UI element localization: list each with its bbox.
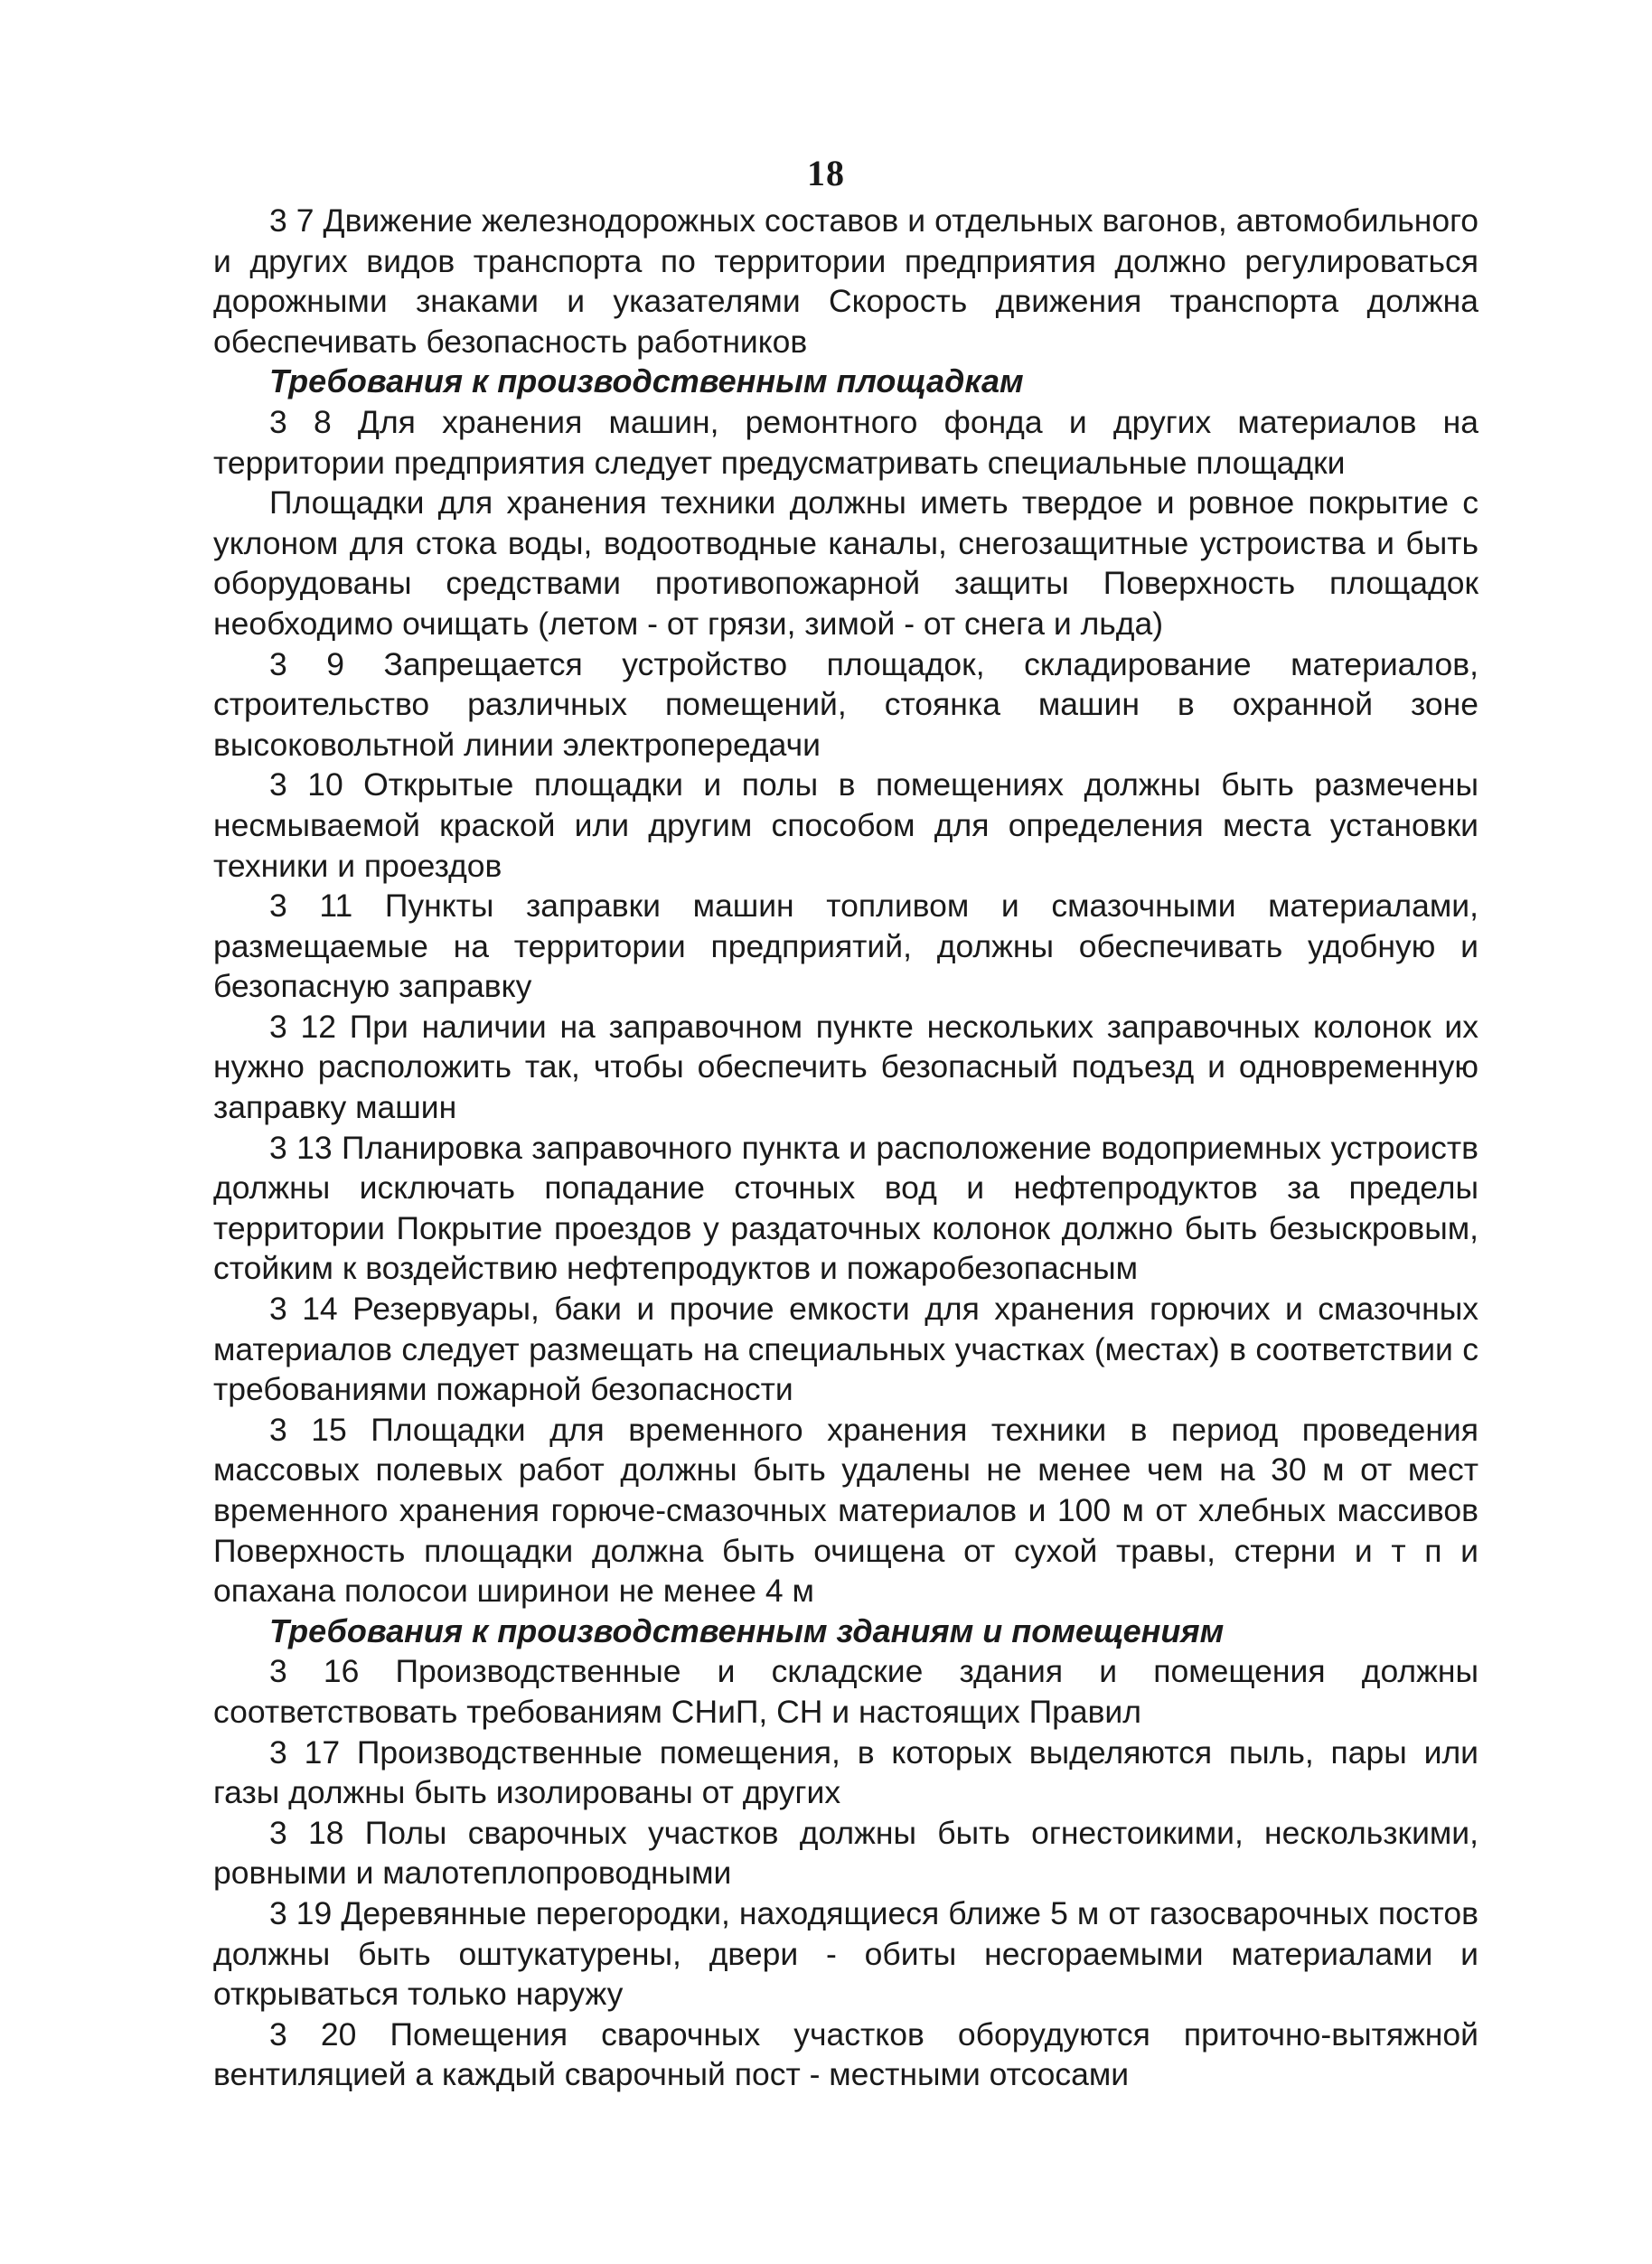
paragraph-3-8: 3 8 Для хранения машин, ремонтного фонда и других материалов на территории предприятия следует предусматривать специальные площадки [213, 403, 1478, 481]
section-heading-production-sites: Требования к производственным площадкам [269, 362, 1024, 400]
paragraph-3-16: 3 16 Производственные и складские здания и помещения должны соответствовать требованиям СНиП, СН и настоящих Правил [213, 1653, 1478, 1730]
paragraph-3-11: 3 11 Пункты заправки машин топливом и смазочными материалами, размещаемые на территории предприятий, должны обеспечивать удобную и безопасную заправку [213, 888, 1478, 1005]
page-number: 18 [807, 153, 845, 193]
paragraph-3-20: 3 20 Помещения сварочных участков оборудуются приточно-вытяжной вентиляцией а каждый сварочный пост - местными отсосами [213, 2015, 1478, 2093]
paragraph-3-13: 3 13 Планировка заправочного пункта и расположение водоприемных устроиств должны исключать попадание сточных вод и нефтепродуктов за пределы территории Покрытие проездов у раздаточных колонок должно быть безыскровым, стойким к воздействию нефтепродуктов и пожаробезопасным [213, 1129, 1478, 1287]
paragraph-storage-sites: Площадки для хранения техники должны иметь твердое и ровное покрытие с уклоном для стока воды, водоотводные каналы, снегозащитные устроиства и быть оборудованы средствами противопожарной защиты Поверхность площадок необходимо очищать (летом - от грязи, зимой - от снега и льда) [213, 484, 1478, 642]
paragraph-3-18: 3 18 Полы сварочных участков должны быть огнестоикими, нескользкими, ровными и малотеплопроводными [213, 1814, 1478, 1892]
paragraph-3-19: 3 19 Деревянные перегородки, находящиеся ближе 5 м от газосварочных постов должны быть оштукатурены, двери - обиты несгораемыми материалами и открываться только наружу [213, 1894, 1478, 2013]
paragraph-3-15: 3 15 Площадки для временного хранения техники в период проведения массовых полевых работ должны быть удалены не менее чем на 30 м от мест временного хранения горюче-смазочных материалов и 100 м от хлебных массивов Поверхность площадки должна быть очищена от сухой травы, стерни и т п и опахана полосои ширинои не менее 4 м [213, 1411, 1478, 1610]
section-heading-production-buildings: Требования к производственным зданиям и помещениям [269, 1611, 1225, 1649]
paragraph-3-7: 3 7 Движение железнодорожных составов и отдельных вагонов, автомобильного и других видов транспорта по территории предприятия должно регулироваться дорожными знаками и указателями Скорость движения транспорта должна обеспечивать безопасность работников [213, 202, 1478, 360]
paragraph-3-10: 3 10 Открытые площадки и полы в помещениях должны быть размечены несмываемой краской или другим способом для определения места установки техники и проездов [213, 766, 1478, 884]
paragraph-3-17: 3 17 Производственные помещения, в которых выделяются пыль, пары или газы должны быть изолированы от других [213, 1733, 1478, 1811]
paragraph-3-9: 3 9 Запрещается устройство площадок, складирование материалов, строительство различных помещений, стоянка машин в охранной зоне высоковольтной линии электропередачи [213, 645, 1478, 763]
document-body [213, 201, 1478, 2095]
paragraph-3-14: 3 14 Резервуары, баки и прочие емкости для хранения горючих и смазочных материалов следует размещать на специальных участках (местах) в соответствии с требованиями пожарной безопасности [213, 1291, 1478, 1408]
paragraph-3-12: 3 12 При наличии на заправочном пункте нескольких заправочных колонок их нужно расположить так, чтобы обеспечить безопасный подъезд и одновременную заправку машин [213, 1008, 1478, 1126]
